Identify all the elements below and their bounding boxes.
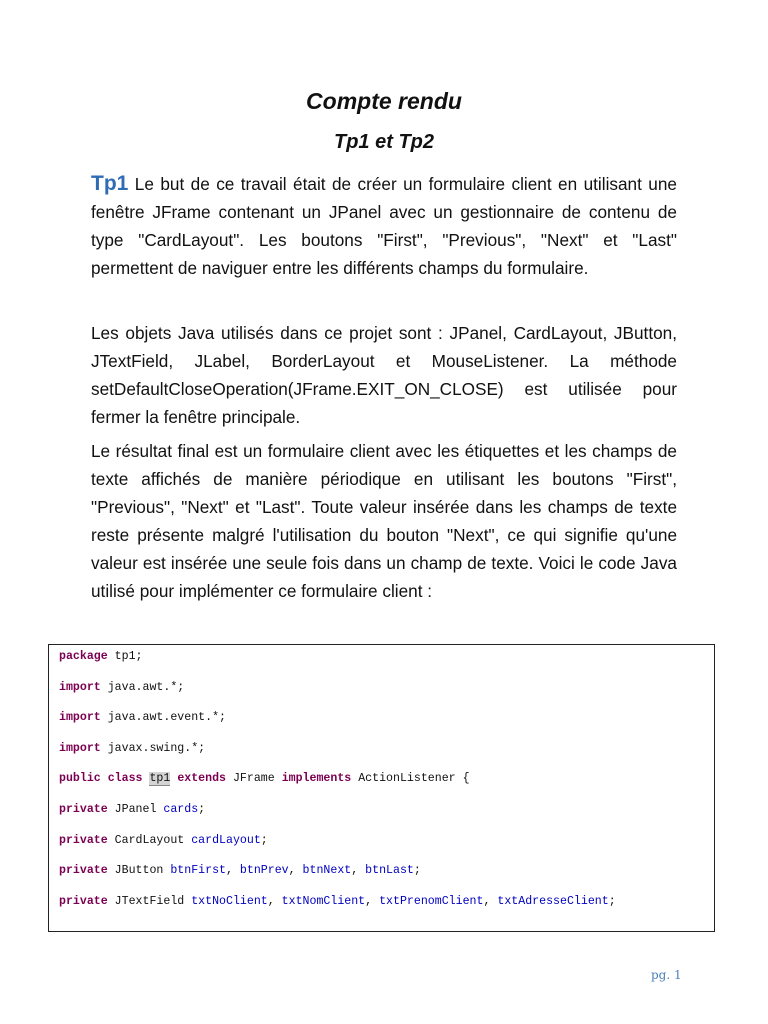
code-text: ,: [483, 895, 498, 908]
code-identifier: txtNomClient: [281, 895, 366, 908]
code-text: JFrame: [226, 772, 282, 785]
code-keyword: import: [59, 681, 101, 694]
document-subtitle: Tp1 et Tp2: [333, 131, 434, 153]
code-text: ;: [260, 834, 268, 847]
code-text: ;: [198, 803, 206, 816]
paragraph-result: Le résultat final est un formulaire client avec les étiquettes et les champs de texte affichés de manière périodique en utilisant les boutons "First", "Previous", "Next" et "Last". Toute valeur insérée dans les champs de texte reste présente malgré l'utilisation du bouton "Next", ce qui signifie qu'une valeur est insérée une seule fois dans un champ de texte. Voici le code Java utilisé pour implémenter ce formulaire client :: [91, 441, 677, 601]
code-keyword: implements: [281, 772, 352, 785]
code-text: JPanel: [107, 803, 164, 816]
tp1-label: Tp1: [91, 172, 129, 195]
code-keyword: private: [59, 895, 108, 908]
code-highlight: tp1: [149, 772, 171, 785]
code-text: JButton: [107, 864, 171, 877]
code-text: ;: [608, 895, 616, 908]
code-keyword: import: [59, 711, 101, 724]
code-text: tp1;: [107, 650, 143, 663]
code-text: javax.swing.*;: [100, 742, 206, 755]
code-line: [59, 711, 226, 724]
code-line: [59, 772, 470, 785]
document-title: Compte rendu: [306, 88, 462, 114]
code-line: [59, 681, 184, 694]
code-line: [59, 895, 616, 908]
code-text: ,: [365, 895, 380, 908]
paragraph-tp1: [91, 170, 677, 282]
code-line: [59, 834, 268, 847]
code-keyword: private: [59, 864, 108, 877]
code-keyword: package: [59, 650, 108, 663]
code-identifier: txtNoClient: [191, 895, 268, 908]
code-identifier: cards: [163, 803, 199, 816]
code-line: [59, 864, 421, 877]
paragraph-objects: Les objets Java utilisés dans ce projet sont : JPanel, CardLayout, JButton, JTextField, JLabel, BorderLayout et MouseListener. La méthode setDefaultCloseOperation(JFrame.EXIT_ON_CLOSE) est utilisée pour fermer la fenêtre principale.: [91, 323, 677, 427]
code-text: ;: [413, 864, 421, 877]
code-identifier: txtAdresseClient: [497, 895, 609, 908]
code-block: [48, 644, 715, 932]
code-text: java.awt.event.*;: [100, 711, 226, 724]
code-text: ,: [288, 864, 303, 877]
code-identifier: cardLayout: [191, 834, 261, 847]
code-identifier: btnFirst: [170, 864, 226, 877]
code-line: [59, 803, 205, 816]
code-text: CardLayout: [107, 834, 192, 847]
code-text: JTextField: [107, 895, 192, 908]
code-keyword: extends: [177, 772, 227, 785]
code-text: ,: [351, 864, 366, 877]
code-keyword: private: [59, 834, 108, 847]
code-keyword: private: [59, 803, 108, 816]
code-line: [59, 742, 205, 755]
code-text: ActionListener {: [351, 772, 470, 785]
code-keyword: import: [59, 742, 101, 755]
code-text: ,: [226, 864, 240, 877]
page-number: pg. 1: [651, 968, 682, 982]
code-keyword: public class: [59, 772, 143, 785]
code-text: java.awt.*;: [100, 681, 185, 694]
paragraph-text: Le but de ce travail était de créer un formulaire client en utilisant une fenêtre JFrame contenant un JPanel avec un gestionnaire de contenu de type "CardLayout". Les boutons "First", "Previous", "Next" et "Last" permettent de naviguer entre les différents champs du formulaire.: [91, 174, 677, 278]
code-text: ,: [267, 895, 282, 908]
code-identifier: txtPrenomClient: [379, 895, 484, 908]
code-line: [59, 650, 143, 663]
code-identifier: btnPrev: [239, 864, 289, 877]
code-identifier: btnLast: [365, 864, 414, 877]
code-identifier: btnNext: [302, 864, 352, 877]
